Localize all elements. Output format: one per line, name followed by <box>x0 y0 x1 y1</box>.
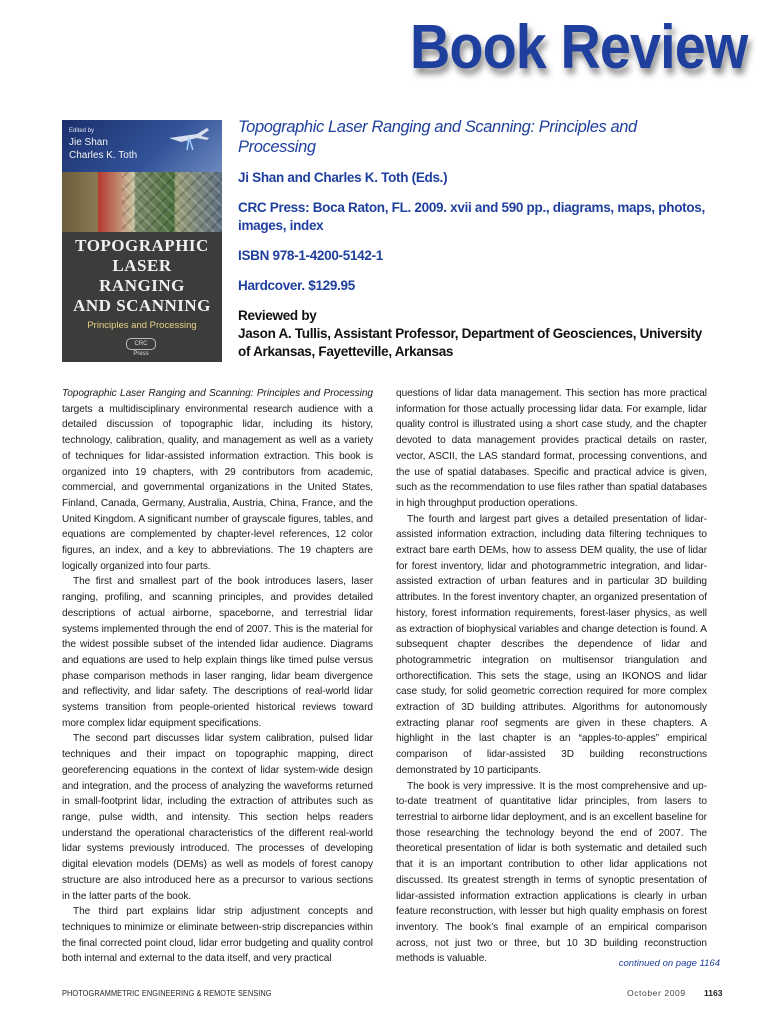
isbn: ISBN 978-1-4200-5142-1 <box>238 248 383 263</box>
body-column-left <box>62 386 373 967</box>
book-details <box>238 117 708 361</box>
publication-info: CRC Press: Boca Raton, FL. 2009. xvii and 590 pp., diagrams, maps, photos, images, index <box>238 200 705 233</box>
cover-title-line: RANGING <box>99 276 185 295</box>
body-paragraph: questions of lidar data management. This section has more practical information for those actually processing lidar data. For example, lidar quality control is illustrated using a short case study, and the chapter devoted to data management provides practical details on raster, vector, ASCII, the LAS standard format, processing conventions, and the use of spatial databases. Specific and practical advice is given, such as the recommendation to use files rather than spatial databases in high throughput production operations. <box>396 388 707 509</box>
body-paragraph <box>62 386 373 574</box>
body-paragraph: The second part discusses lidar system calibration, pulsed lidar techniques and their impact on topographic mapping, direct georeferencing equations in the context of lidar system-wide design and integration, and the process of analyzing the waveforms returned in small-footprint lidar, including the extraction of attributes such as range, pulse width, and intensity. This section helps readers understand the operational characteristics of the different real-world lidar systems previously introduced. The processes of developing digital elevation models (DEMs) as well as models of forest canopy structure are also introduced here as a precursor to various sections in the latter parts of the book. <box>62 733 373 902</box>
body-paragraph: The third part explains lidar strip adjustment concepts and techniques to minimize or eliminate between-strip discrepancies within the final corrected point cloud, lidar error budgeting and quality control both internal and external to the data itself, and very practical <box>62 906 373 965</box>
cover-title-line: LASER <box>112 256 172 275</box>
reviewed-by-label: Reviewed by <box>238 308 317 323</box>
body-paragraph: The fourth and largest part gives a detailed presentation of lidar-assisted information extraction, including data filtering techniques to extract bare earth DEMs, how to assess DEM quality, the use of lidar for forest inventory, lidar and photogrammetric integration, and lidar-assisted extraction of urban features and in particular 3D building attributes. In the forest inventory chapter, an organized presentation of history, forest information requirements, forest-laser physics, as well as extraction of biophysical variables and change detection is found. A subsequent chapter describes the dependence of lidar and photogrammetric integration on multisensor triangulation and orthorectification. This sets the stage, using an IKONOS and lidar case study, for solid geometric correction required for more complex extraction of 3D building attributes. Algorithms for autonomously extracting planar roof segments are given in these chapters. A highlight in the last chapter is an “apples-to-apples” empirical comparison of lidar-assisted 3D building reconstructions demonstrated by 10 participants. <box>396 513 707 776</box>
cover-editor-2: Charles K. Toth <box>69 150 138 161</box>
body-paragraph: The first and smallest part of the book introduces lasers, laser ranging, profiling, and scanning principles, and provides detailed descriptions of actual airborne, spaceborne, and terrestrial lidar systems implemented through the end of 2007. This is the material for the widest possible subset of the intended lidar audience. Diagrams and equations are used to help explain things like timed pulse versus phase comparison methods in laser ranging, lidar beam divergence and reflectivity, and lidar safety. The descriptions of real-world lidar systems transition from people-oriented historical reviews toward more complex lidar equipment specifications. <box>62 576 373 729</box>
cover-title-line: AND SCANNING <box>73 296 211 315</box>
reviewer: Jason A. Tullis, Assistant Professor, Department of Geosciences, University of Arkansas, Fayetteville, Arkansas <box>238 326 702 359</box>
continued-note: continued on page 1164 <box>618 958 720 969</box>
cover-title-line: TOPOGRAPHIC <box>75 236 209 255</box>
body-column-right <box>396 386 707 967</box>
issue-date: October 2009 <box>627 988 686 998</box>
cover-edited-by: Edited by <box>69 128 95 134</box>
book-cover-image <box>62 120 222 362</box>
page-number: 1163 <box>704 988 723 998</box>
cover-editor-1: Jie Shan <box>69 137 108 148</box>
journal-name: PHOTOGRAMMETRIC ENGINEERING & REMOTE SENSING <box>62 989 272 998</box>
cover-title <box>62 236 222 316</box>
body-paragraph: The book is very impressive. It is the most comprehensive and up-to-date treatment of quantitative lidar principles, from lasers to terrestrial to airborne lidar deployment, and is an excellent baseline for those researching the technology beyond the end of 2007. The theoretical presentation of lidar is both systematic and detailed such that it is an important contribution to other lidar applications not discussed. Its greatest strength in terms of synoptic presentation of lidar-assisted information extraction applications is clearly in urban feature reconstruction, with lesser but high quality emphasis on forest inventory. The book’s final example of an empirical comparison across, not just two or three, but 10 3D building reconstruction methods is valuable. <box>396 780 707 965</box>
cover-photo-strip <box>62 172 222 232</box>
airplane-icon <box>167 124 211 150</box>
book-editors: Ji Shan and Charles K. Toth (Eds.) <box>238 170 448 185</box>
price: Hardcover. $129.95 <box>238 278 355 293</box>
book-review-banner: Book Review <box>410 13 748 82</box>
book-title: Topographic Laser Ranging and Scanning: Principles and Processing <box>238 118 637 156</box>
cover-subtitle: Principles and Processing <box>87 320 197 331</box>
paragraph-text: targets a multidisciplinary environmental research audience with a detailed discussion of topographic lidar, including its history, technology, calibration, quality, and management as well as a variety of techniques for lidar-assisted information extraction. This book is organized into 19 chapters, with 29 contributors from academic, commercial, and governmental organizations in the United States, Finland, Canada, Germany, Australia, Austria, China, France, and the United Kingdom. A significant number of grayscale figures, tables, and equations are complemented by chapter-level references, 12 color figures, an index, and a key to abbreviations. The 19 chapters are logically organized into four parts. <box>62 403 373 572</box>
inline-book-title: Topographic Laser Ranging and Scanning: Principles and Processing <box>62 388 373 399</box>
publisher-logo: CRC Press <box>126 338 156 350</box>
